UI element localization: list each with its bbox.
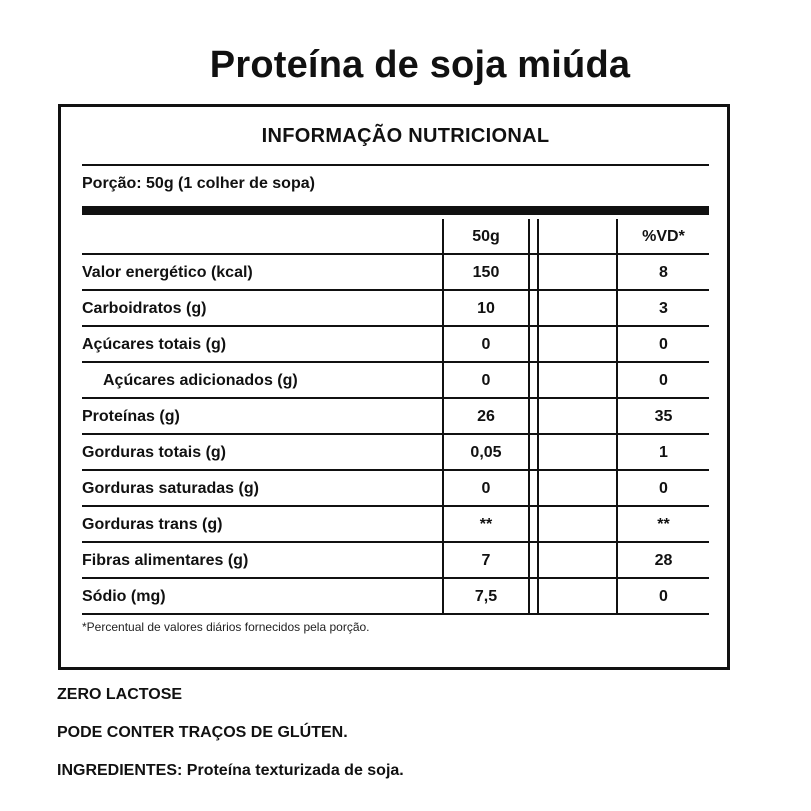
blank-cell xyxy=(537,507,612,541)
footnote: *Percentual de valores diários fornecidos pela porção. xyxy=(82,620,370,634)
nutrient-vd: 0 xyxy=(616,363,709,397)
table-row xyxy=(82,543,709,579)
lactose-note: ZERO LACTOSE xyxy=(57,686,183,703)
nutrient-value: 150 xyxy=(442,255,530,289)
nutrient-value: 26 xyxy=(442,399,530,433)
portion-size: Porção: 50g (1 colher de sopa) xyxy=(82,175,315,192)
nutrition-heading: INFORMAÇÃO NUTRICIONAL xyxy=(261,125,550,147)
nutrient-label: Açúcares adicionados (g) xyxy=(103,372,298,389)
table-row xyxy=(82,291,709,327)
blank-cell xyxy=(537,543,612,577)
table-row xyxy=(82,435,709,471)
ingredients-line: INGREDIENTES: Proteína texturizada de soja. xyxy=(57,762,404,779)
nutrient-label: Gorduras totais (g) xyxy=(82,444,227,461)
nutrient-value: 0 xyxy=(442,327,530,361)
nutrient-label: Proteínas (g) xyxy=(82,408,180,425)
nutrient-vd: 1 xyxy=(616,435,709,469)
nutrient-value: 0 xyxy=(442,363,530,397)
blank-cell xyxy=(537,363,612,397)
heading-divider xyxy=(82,164,709,166)
nutrient-label: Gorduras saturadas (g) xyxy=(82,480,259,497)
nutrient-vd: 8 xyxy=(616,255,709,289)
table-row xyxy=(82,507,709,543)
nutrient-vd: ** xyxy=(616,507,709,541)
blank-cell xyxy=(537,579,612,613)
nutrient-label: Sódio (mg) xyxy=(82,588,166,605)
nutrient-value: 7 xyxy=(442,543,530,577)
nutrient-vd: 28 xyxy=(616,543,709,577)
table-row xyxy=(82,255,709,291)
nutrient-value: ** xyxy=(442,507,530,541)
blank-cell xyxy=(537,399,612,433)
nutrient-vd: 35 xyxy=(616,399,709,433)
blank-cell xyxy=(537,471,612,505)
table-header-row xyxy=(82,219,709,255)
nutrient-label: Açúcares totais (g) xyxy=(82,336,227,353)
header-blank-cell xyxy=(537,219,612,253)
gluten-warning: PODE CONTER TRAÇOS DE GLÚTEN. xyxy=(57,724,348,741)
product-title: Proteína de soja miúda xyxy=(209,44,631,86)
header-per-portion: 50g xyxy=(442,219,530,253)
header-label-cell xyxy=(82,219,440,253)
table-row xyxy=(82,327,709,363)
nutrient-value: 10 xyxy=(442,291,530,325)
nutrient-value: 7,5 xyxy=(442,579,530,613)
nutrient-value: 0,05 xyxy=(442,435,530,469)
table-row xyxy=(82,363,709,399)
nutrient-vd: 0 xyxy=(616,471,709,505)
nutrient-vd: 0 xyxy=(616,579,709,613)
nutrient-value: 0 xyxy=(442,471,530,505)
blank-cell xyxy=(537,435,612,469)
table-row xyxy=(82,471,709,507)
blank-cell xyxy=(537,327,612,361)
nutrient-label: Carboidratos (g) xyxy=(82,300,207,317)
nutrient-label: Gorduras trans (g) xyxy=(82,516,223,533)
header-vd: %VD* xyxy=(616,219,709,253)
nutrient-vd: 0 xyxy=(616,327,709,361)
nutrient-vd: 3 xyxy=(616,291,709,325)
thick-divider xyxy=(82,206,709,215)
table-row xyxy=(82,579,709,615)
blank-cell xyxy=(537,291,612,325)
nutrient-label: Fibras alimentares (g) xyxy=(82,552,249,569)
nutrient-label: Valor energético (kcal) xyxy=(82,264,253,281)
table-row xyxy=(82,399,709,435)
blank-cell xyxy=(537,255,612,289)
